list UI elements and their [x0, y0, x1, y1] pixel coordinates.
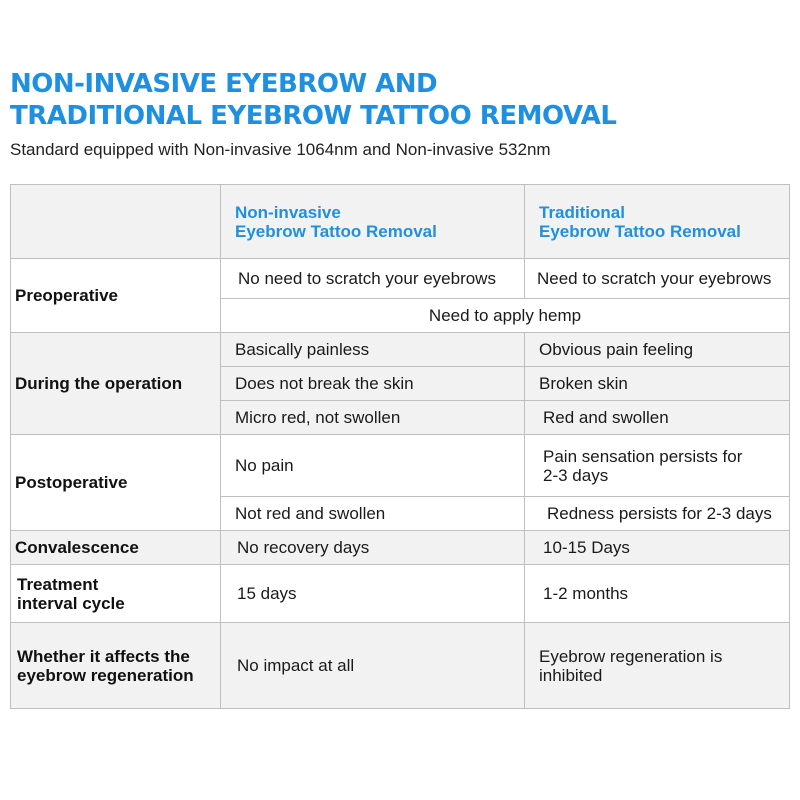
column-header-traditional [525, 185, 790, 259]
corner-cell [11, 185, 221, 259]
table-row [11, 565, 790, 623]
row-label-interval-line-1: Treatment [17, 574, 99, 594]
cell-traditional: 10-15 Days [525, 531, 790, 565]
cell-traditional: Redness persists for 2-3 days [525, 497, 790, 531]
cell-traditional-line-1: Eyebrow regeneration is [539, 646, 723, 666]
column-header-traditional-line-2: Eyebrow Tattoo Removal [539, 221, 741, 241]
cell-noninvasive: No need to scratch your eyebrows [221, 259, 525, 299]
row-label-postoperative: Postoperative [11, 435, 221, 531]
comparison-table [10, 184, 790, 709]
column-header-noninvasive-line-1: Non-invasive [235, 202, 341, 222]
cell-noninvasive: No pain [221, 435, 525, 497]
cell-traditional: Broken skin [525, 367, 790, 401]
table-row [11, 531, 790, 565]
cell-noninvasive: Basically painless [221, 333, 525, 367]
column-header-traditional-line-1: Traditional [539, 202, 625, 222]
cell-noninvasive: No impact at all [221, 623, 525, 709]
row-label-regeneration-line-2: eyebrow regeneration [17, 665, 194, 685]
cell-traditional: Obvious pain feeling [525, 333, 790, 367]
table-header-row [11, 185, 790, 259]
table-row [11, 259, 790, 299]
row-label-regeneration-line-1: Whether it affects the [17, 646, 190, 666]
cell-traditional-line-2: inhibited [539, 665, 603, 685]
cell-shared: Need to apply hemp [221, 299, 790, 333]
row-label-interval [11, 565, 221, 623]
row-label-during: During the operation [11, 333, 221, 435]
cell-traditional: 1-2 months [525, 565, 790, 623]
cell-noninvasive: 15 days [221, 565, 525, 623]
row-label-interval-line-2: interval cycle [17, 593, 125, 613]
column-header-noninvasive-line-2: Eyebrow Tattoo Removal [235, 221, 437, 241]
title-line-2: TRADITIONAL EYEBROW TATTOO REMOVAL [10, 101, 617, 131]
table-row [11, 333, 790, 367]
cell-traditional [525, 435, 790, 497]
cell-noninvasive: Does not break the skin [221, 367, 525, 401]
row-label-convalescence: Convalescence [11, 531, 221, 565]
cell-noninvasive: Micro red, not swollen [221, 401, 525, 435]
cell-traditional: Red and swollen [525, 401, 790, 435]
page-subtitle: Standard equipped with Non-invasive 1064nm and Non-invasive 532nm [10, 140, 551, 159]
cell-traditional-line-1: Pain sensation persists for [543, 446, 743, 466]
row-label-preoperative: Preoperative [11, 259, 221, 333]
cell-traditional [525, 623, 790, 709]
cell-noninvasive: No recovery days [221, 531, 525, 565]
title-line-1: NON-INVASIVE EYEBROW AND [10, 69, 438, 99]
cell-traditional: Need to scratch your eyebrows [525, 259, 790, 299]
table-row [11, 435, 790, 497]
page-title [10, 68, 616, 132]
cell-noninvasive: Not red and swollen [221, 497, 525, 531]
row-label-regeneration [11, 623, 221, 709]
cell-traditional-line-2: 2-3 days [543, 465, 609, 485]
column-header-noninvasive [221, 185, 525, 259]
table-row [11, 623, 790, 709]
